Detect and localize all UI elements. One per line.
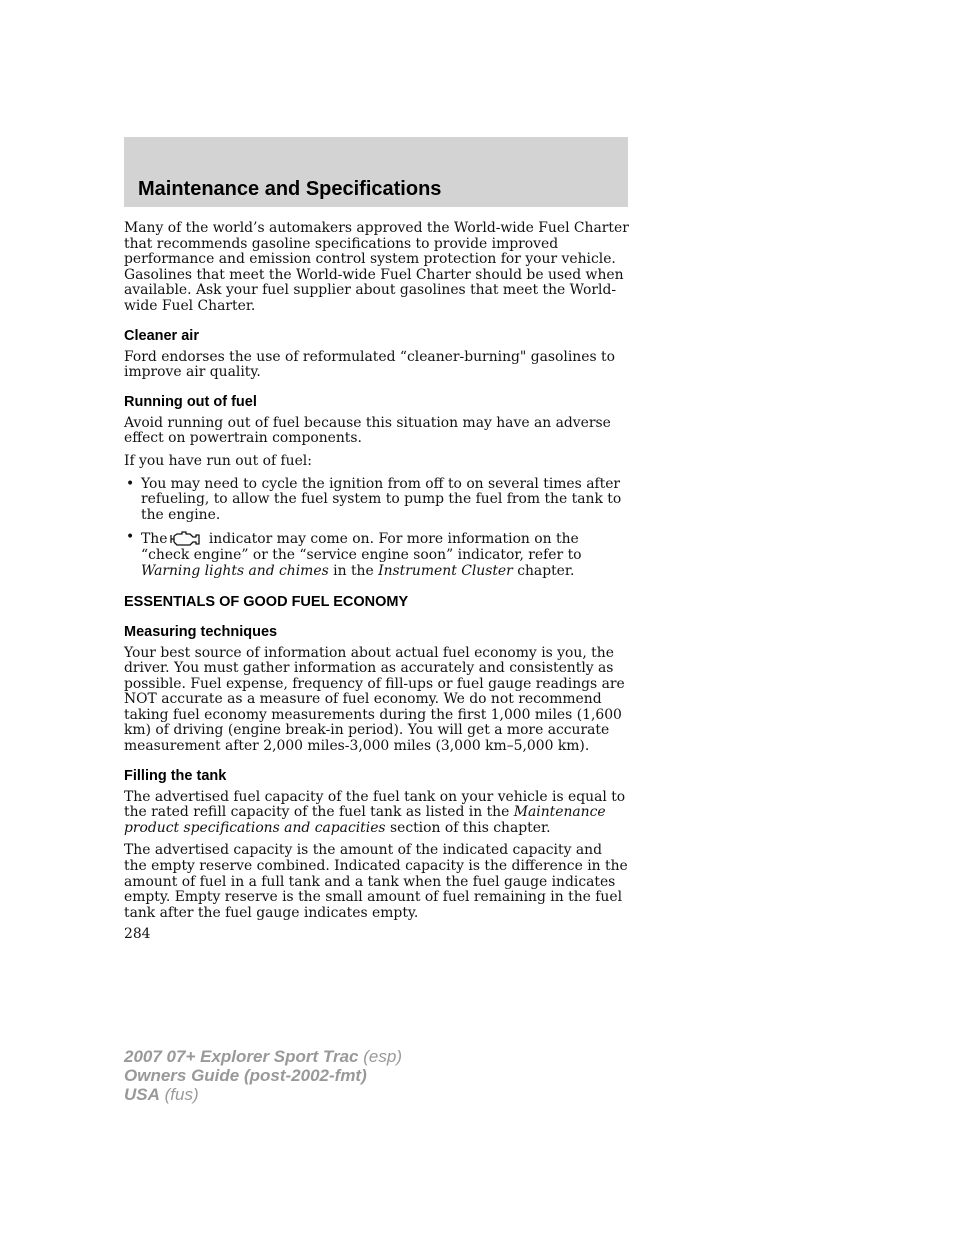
bullet-dot: • [126, 529, 135, 546]
bullet-dot: • [126, 475, 135, 492]
heading-essentials: ESSENTIALS OF GOOD FUEL ECONOMY [124, 593, 409, 610]
filling-text-a: The advertised fuel capacity of the fuel tank on your vehicle is equal to the rated refill capacity of the fuel tank as listed in the [124, 788, 626, 821]
bullet-text-a: The [141, 531, 168, 548]
heading-measuring-techniques: Measuring techniques [124, 623, 278, 640]
reference-instrument-cluster: Instrument Cluster [378, 562, 513, 579]
document-footer [124, 1047, 402, 1104]
footer-market: USA [124, 1085, 160, 1104]
running-out-bullet-list [124, 477, 629, 580]
bullet-text-b: indicator may come on. For more information on the “check engine” or the “service engine soon” indicator, refer to [141, 531, 582, 564]
footer-model-code: (esp) [363, 1047, 402, 1066]
cleaner-air-paragraph: Ford endorses the use of reformulated “cleaner-burning" gasolines to improve air quality. [124, 348, 615, 381]
footer-line-2 [124, 1066, 402, 1085]
section-header-band [124, 137, 628, 207]
reference-maintenance-specs: Maintenance product specifications and capacities [124, 804, 606, 836]
running-out-paragraph: Avoid running out of fuel because this situation may have an adverse effect on powertrain components. [124, 414, 611, 447]
measuring-paragraph: Your best source of information about actual fuel economy is you, the driver. You must gather information as accurately and consistently as possible. Fuel expense, frequency of fill-ups or fuel gauge readings are NOT accurate as a measure of fuel economy. We do not recommend taking fuel economy measurements during the first 1,000 miles (1,600 km) of driving (engine break-in period). You will get a more accurate measurement after 2,000 miles-3,000 miles (3,000 km–5,000 km). [124, 644, 625, 755]
intro-paragraph: Many of the world’s automakers approved the World-wide Fuel Charter that recommends gasoline specifications to provide improved performance and emission control system protection for your vehicle. Gasolines that meet the World-wide Fuel Charter should be used when available. Ask your fuel supplier about gasolines that meet the World-wide Fuel Charter. [124, 220, 629, 314]
filling-paragraph-1 [124, 790, 629, 837]
heading-cleaner-air: Cleaner air [124, 327, 199, 344]
heading-running-out-of-fuel: Running out of fuel [124, 393, 257, 410]
reference-warning-lights: Warning lights and chimes [141, 562, 329, 579]
footer-model: 2007 07+ Explorer Sport Trac [124, 1047, 359, 1066]
footer-market-code: (fus) [164, 1085, 199, 1104]
bullet-text-c: in the [333, 562, 374, 579]
filling-text-b: section of this chapter. [389, 819, 551, 836]
list-item [124, 477, 629, 524]
section-title: Maintenance and Specifications [138, 178, 442, 200]
footer-line-1 [124, 1047, 402, 1066]
check-engine-icon [168, 530, 202, 548]
list-item [124, 530, 629, 579]
footer-line-3 [124, 1085, 402, 1104]
page-number: 284 [124, 926, 151, 942]
page-content [124, 221, 629, 928]
bullet-text-d: chapter. [517, 562, 575, 579]
footer-guide: Owners Guide (post-2002-fmt) [124, 1066, 367, 1085]
heading-filling-the-tank: Filling the tank [124, 767, 227, 784]
filling-paragraph-2: The advertised capacity is the amount of the indicated capacity and the empty reserve combined. Indicated capacity is the difference in the amount of fuel in a full tank and a tank when the fuel gauge indicates empty. Empty reserve is the small amount of fuel remaining in the fuel tank after the fuel gauge indicates empty. [124, 842, 628, 921]
running-out-lead: If you have run out of fuel: [124, 452, 312, 469]
bullet-text: You may need to cycle the ignition from off to on several times after refueling, to allow the fuel system to pump the fuel from the tank to the engine. [141, 475, 622, 523]
